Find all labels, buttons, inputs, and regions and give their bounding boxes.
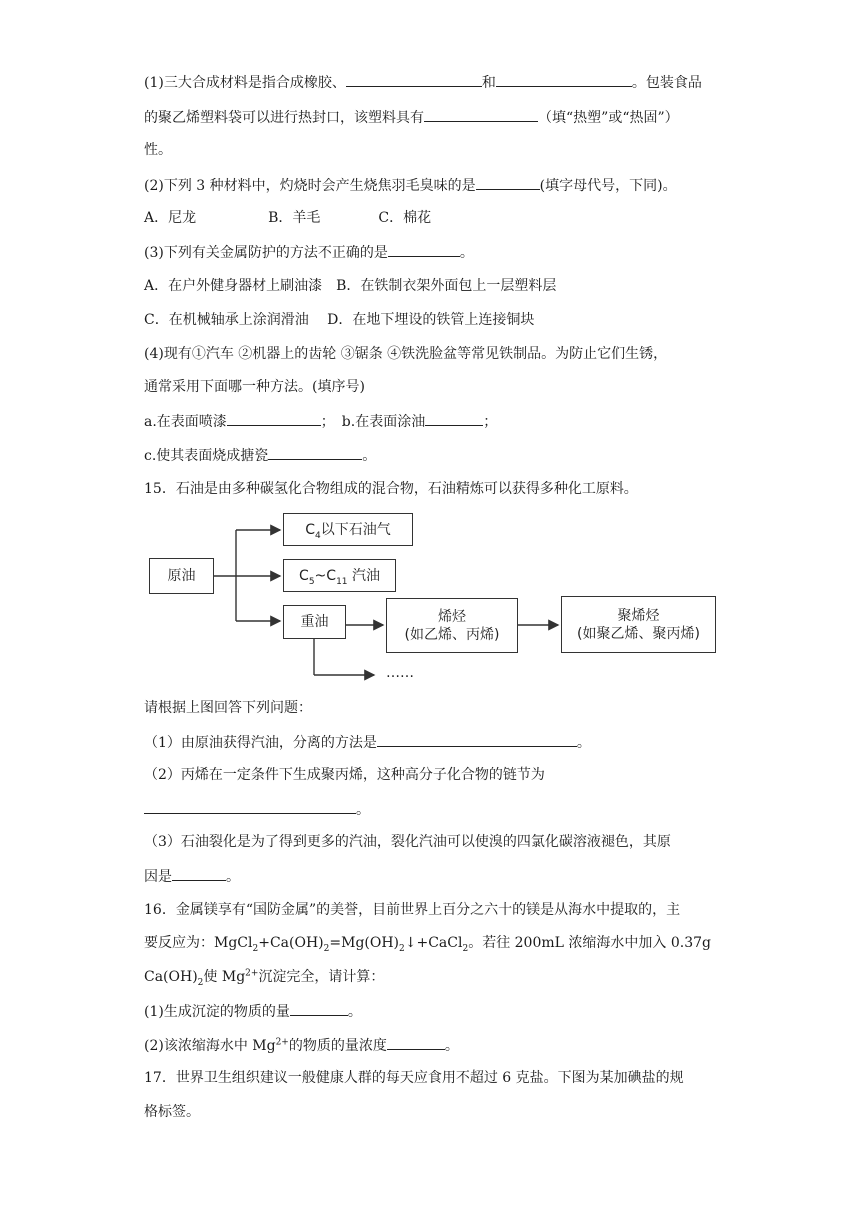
text: 的聚乙烯塑料袋可以进行热封口，该塑料具有 <box>144 110 424 126</box>
polyolefin-box <box>561 596 716 653</box>
text: 。 <box>226 869 240 885</box>
q15-sub-3-line-2 <box>144 866 240 887</box>
crude-oil-label: 原油 <box>167 568 196 584</box>
q15-prompt: 请根据上图回答下列问题： <box>144 700 312 716</box>
text: ； <box>483 414 498 430</box>
text: 。 <box>362 448 377 464</box>
q17-line-2: 格标签。 <box>144 1104 200 1120</box>
text: (3)下列有关金属防护的方法不正确的是 <box>144 245 388 261</box>
polyolefin-label: 聚烯烃 <box>617 607 660 624</box>
olefin-label: 烯烃 <box>438 608 466 625</box>
text: 和 <box>481 75 496 91</box>
text: （1）由原油获得汽油，分离的方法是 <box>144 735 377 751</box>
answer-blank[interactable] <box>387 1035 445 1050</box>
text: 。 <box>356 802 370 818</box>
text: 。 <box>347 1004 362 1020</box>
q14-part-4-line-2: 通常采用下面哪一种方法。(填序号) <box>144 379 365 395</box>
text: (1)生成沉淀的物质的量 <box>144 1004 290 1020</box>
answer-blank[interactable] <box>290 1001 348 1016</box>
option-a: A．尼龙 <box>144 210 197 226</box>
q16-sub-2: (2)该浓缩海水中 $Mg^{2+}$的物质的量浓度 。 <box>144 1035 459 1056</box>
olefin-box <box>386 598 518 653</box>
option-b: B．羊毛 <box>268 210 321 226</box>
q14-line-3: 性。 <box>144 142 172 158</box>
text: (1)三大合成材料是指合成橡胶、 <box>144 75 346 91</box>
petroleum-gas-label: $C_4$以下石油气 <box>305 521 391 541</box>
text: (2)下列 3 种材料中，灼烧时会产生烧焦羽毛臭味的是 <box>144 178 476 194</box>
q15-sub-3-line-1: （3）石油裂化是为了得到更多的汽油，裂化汽油可以使溴的四氯化碳溶液褪色，其原 <box>144 834 671 850</box>
text: （填“热塑”或“热固”） <box>538 110 679 126</box>
q15-sub-2-answer <box>144 799 370 820</box>
q14-part-4-line-1: (4)现有①汽车 ②机器上的齿轮 ③锯条 ④铁洗脸盆等常见铁制品。为防止它们生锈， <box>144 346 668 362</box>
text: (填字母代号，下同)。 <box>539 178 677 194</box>
petroleum-gas-box <box>283 513 413 546</box>
q16-line-2: 要反应为：$MgCl_2+Ca(OH)_2=Mg(OH)_2↓+CaCl_2$。若往 200mL 浓缩海水中加入 0.37g <box>144 935 711 954</box>
q16-line-3: $Ca(OH)_2$使 $Mg^{2+}$沉淀完全，请计算： <box>144 968 385 988</box>
text: ； b.在表面涂油 <box>320 414 426 430</box>
text: 。 <box>459 245 474 261</box>
q15-sub-2: （2）丙烯在一定条件下生成聚丙烯，这种高分子化合物的链节为 <box>144 767 545 783</box>
q14-part-3-options-ab: A．在户外健身器材上刷油漆 B．在铁制衣架外面包上一层塑料层 <box>144 278 557 294</box>
text: a.在表面喷漆 <box>144 414 227 430</box>
polyolefin-examples: (如聚乙烯、聚丙烯) <box>577 625 700 642</box>
text: c.使其表面烧成搪瓷 <box>144 448 269 464</box>
q15-sub-1 <box>144 732 591 753</box>
text: 。包装食品 <box>631 75 702 91</box>
answer-blank[interactable] <box>172 866 226 881</box>
q14-part-3-options-cd: C．在机械轴承上涂润滑油 D．在地下埋设的铁管上连接铜块 <box>144 312 535 328</box>
q16-line-1: 16．金属镁享有“国防金属”的美誉，目前世界上百分之六十的镁是从海水中提取的，主 <box>144 902 681 918</box>
gasoline-box <box>283 559 396 592</box>
text: 因是 <box>144 869 172 885</box>
q17-line-1: 17．世界卫生组织建议一般健康人群的每天应食用不超过 6 克盐。下图为某加碘盐的规 <box>144 1070 684 1086</box>
olefin-examples: (如乙烯、丙烯) <box>404 626 500 643</box>
crude-oil-box <box>149 558 214 594</box>
text: 。 <box>576 735 591 751</box>
more-products-ellipsis: …… <box>386 665 414 681</box>
heavy-oil-label: 重油 <box>300 614 329 630</box>
answer-blank[interactable] <box>377 732 577 747</box>
answer-blank[interactable] <box>144 799 356 814</box>
q16-sub-1 <box>144 1001 362 1022</box>
gasoline-label: $C_5\sim C_{11}$ 汽油 <box>299 567 380 587</box>
option-c: C．棉花 <box>378 210 432 226</box>
heavy-oil-box <box>283 605 346 639</box>
q15-stem: 15．石油是由多种碳氢化合物组成的混合物，石油精炼可以获得多种化工原料。 <box>144 481 638 497</box>
